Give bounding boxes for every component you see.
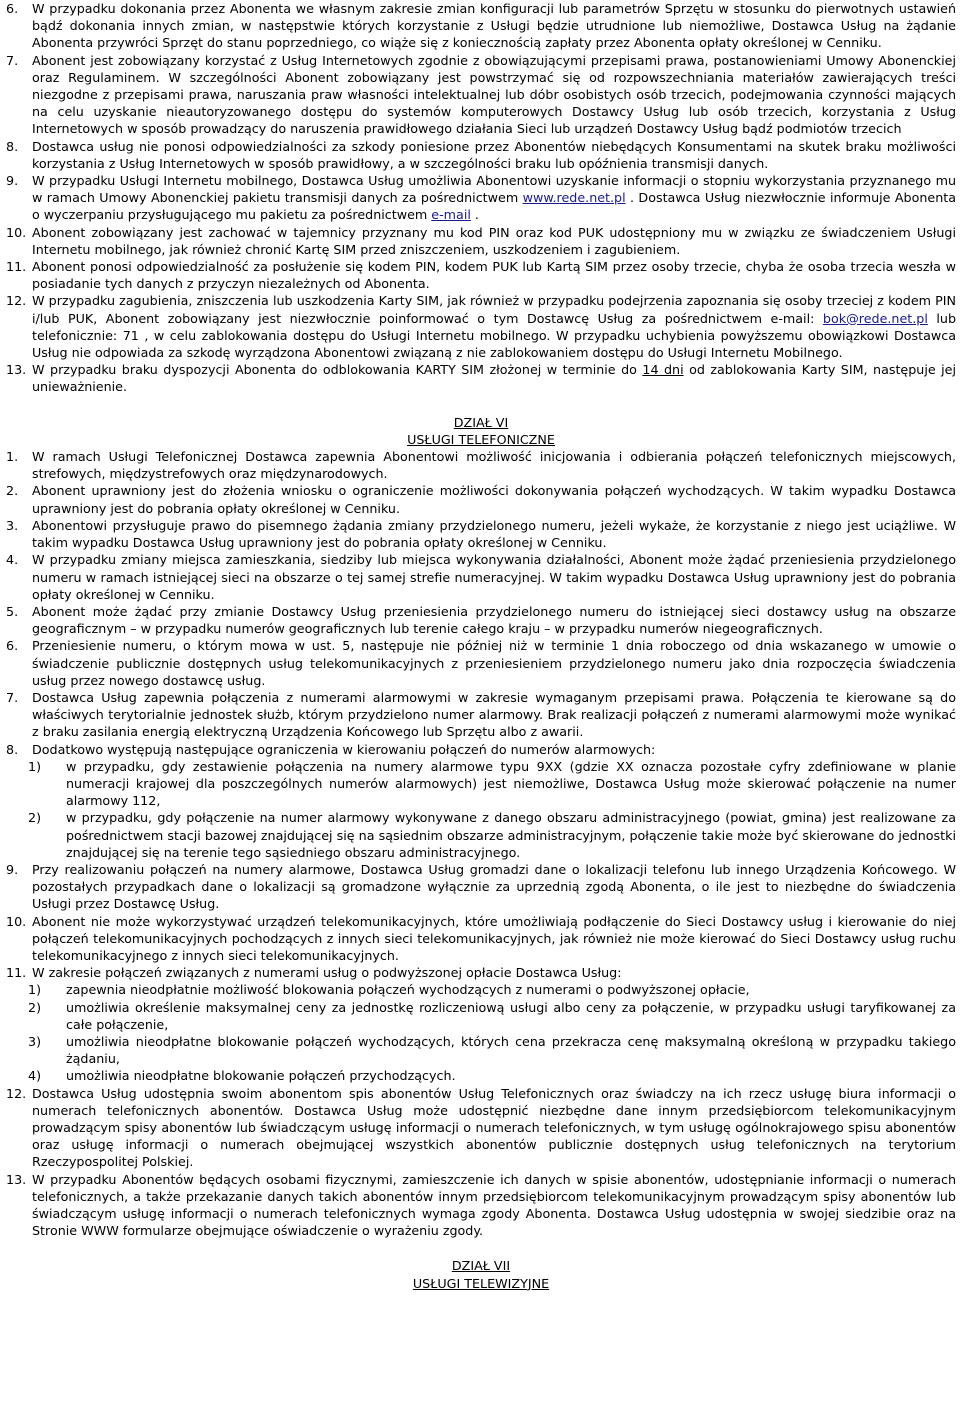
email-link[interactable]: e-mail xyxy=(431,207,471,223)
deadline-text: 14 dni xyxy=(642,362,684,378)
list-item: 10. Abonent zobowiązany jest zachować w tajemnicy przyznany mu kod PIN oraz kod PUK udostępniony mu w związku ze świadczeniem Usługi Internetu mobilnego, jak również chronić Kartę SIM przed zniszczeniem, uszkodzeniem i zagubieniem. xyxy=(6,224,956,257)
section-subtitle: USŁUGI TELEWIZYJNE xyxy=(412,1275,550,1291)
section-subtitle: USŁUGI TELEFONICZNE xyxy=(407,431,555,447)
list-item: 9. W przypadku Usługi Internetu mobilnego, Dostawca Usług umożliwia Abonentowi uzyskanie informacji o stopniu wykorzystania przyznanego mu w ramach Umowy Abonenckiej pakietu transmisji danych za pośrednictwem www.rede.net.pl . Dostawca Usług niezwłocznie informuje Abonenta o wyczerpaniu przysługującego mu pakietu za pośrednictwem e-mail . xyxy=(6,173,956,223)
list-item: 2. Abonent uprawniony jest do złożenia wniosku o ograniczenie możliwości dokonywania połączeń wychodzących. W takim wypadku Dostawca uprawniony jest do pobrania opłaty określonej w Cenniku. xyxy=(6,483,956,516)
list-item: 11. Abonent ponosi odpowiedzialność za posłużenie się kodem PIN, kodem PUK lub Kartą SIM przez osoby trzecie, chyba że osoba trzecia weszła w posiadanie tych danych z przyczyn niezależnych od Abonenta. xyxy=(6,259,956,292)
sub-list-item: 4) umożliwia nieodpłatne blokowanie połączeń przychodzących. xyxy=(28,1068,456,1084)
list-item: 6. W przypadku dokonania przez Abonenta we własnym zakresie zmian konfiguracji lub parametrów Sprzętu w stosunku do pierwotnych ustawień bądź dokonania innych zmian, w następstwie których korzystanie z Usługi będzie utrudnione lub niemożliwe, Dostawca Usług na żądanie Abonenta przywróci Sprzęt do stanu poprzedniego, co wiąże się z koniecznością zapłaty przez Abonenta opłaty określonej w Cenniku. xyxy=(6,1,956,51)
list-item: 3. Abonentowi przysługuje prawo do pisemnego żądania zmiany przydzielonego numeru, jeżeli wykaże, że korzystanie z niego jest uciążliwe. W takim wypadku Dostawca Usług uprawniony jest do pobrania opłaty określonej w Cenniku. xyxy=(6,517,956,551)
list-item: 7. Dostawca Usług zapewnia połączenia z numerami alarmowymi w zakresie wymaganym przepisami prawa. Połączenia te kierowane są do właściwych terytorialnie jednostek służb, którym przydzielono numer alarmowy. Brak realizacji połączeń z numerami alarmowymi może wynikać z braku zasilania energią elektryczną Urządzenia Końcowego lub Sprzętu albo z awarii. xyxy=(6,689,956,740)
list-item: 4. W przypadku zmiany miejsca zamieszkania, siedziby lub miejsca wykonywania działalności, Abonent może żądać przeniesienia przydzielonego numeru w ramach istniejącej sieci na obszarze o tej samej strefie numeracyjnej. W takim wypadku Dostawca Usług uprawniony jest do pobrania opłaty określonej w Cenniku. xyxy=(6,552,956,602)
sub-list-item: 1) zapewnia nieodpłatnie możliwość blokowania połączeń wychodzących z numerami o podwyższonej opłacie, xyxy=(28,982,750,998)
list-item: 9. Przy realizowaniu połączeń na numery alarmowe, Dostawca Usług gromadzi dane o lokalizacji telefonu lub innego Urządzenia Końcowego. W pozostałych przypadkach dane o lokalizacji są gromadzone wyłącznie za uprzednią zgodą Abonenta, o ile jest to niezbędne do świadczenia Usługi przez Dostawcę Usług. xyxy=(6,861,956,912)
list-item: 5. Abonent może żądać przy zmianie Dostawcy Usług przeniesienia przydzielonego numeru do istniejącej sieci dostawcy usług na obszarze geograficznym – w przypadku numerów geograficznych lub terenie całego kraju – w przypadku numerów niegeograficznych. xyxy=(6,603,956,637)
section-title: DZIAŁ VI xyxy=(453,414,509,430)
sub-list-item: 2) w przypadku, gdy połączenie na numer alarmowy wykonywane z danego obszaru administracyjnego (powiat, gmina) jest realizowane za pośrednictwem stacji bazowej znajdującej się na sąsiednim obszarze administracyjnym, połączenie takie może być skierowane do jednostki znajdującej się na terenie tego sąsiedniego obszaru administracyjnego. xyxy=(28,810,956,860)
list-item: 7. Abonent jest zobowiązany korzystać z Usług Internetowych zgodnie z obowiązującymi przepisami prawa, postanowieniami Umowy Abonenckiej oraz Regulaminem. W szczególności Abonent zobowiązany jest powstrzymać się od rozpowszechniania materiałów zawierających treści niezgodne z przepisami prawa, naruszania praw własności intelektualnej lub dóbr osobistych osób trzecich, podejmowania czynności mających na celu uzyskanie nieautoryzowanego dostępu do systemów komputerowych Dostawcy Usług lub osób trzecich, korzystania z Usług Internetowych w sposób prowadzący do naruszenia prawidłowego działania Sieci lub urządzeń Dostawcy Usług bądź podmiotów trzecich xyxy=(6,52,956,137)
list-item: 13. W przypadku braku dyspozycji Abonenta do odblokowania KARTY SIM złożonej w terminie do 14 dni od zablokowania Karty SIM, następuje jej unieważnienie. xyxy=(6,362,956,395)
sub-list-item: 1) w przypadku, gdy zestawienie połączenia na numery alarmowe typu 9XX (gdzie XX oznacza pozostałe cyfry zdefiniowane w planie numeracji krajowej dla poszczególnych numerów alarmowych) jest niemożliwe, Dostawca Usług może skierować połączenie na numer alarmowy 112, xyxy=(28,758,956,809)
list-item: 8. Dodatkowo występują następujące ograniczenia w kierowaniu połączeń do numerów alarmowych: xyxy=(6,741,656,757)
list-item: 8. Dostawca usług nie ponosi odpowiedzialności za szkody poniesione przez Abonentów niebędących Konsumentami na skutek braku możliwości korzystania z Usług Internetowych w sposób prawidłowy, a w szczególności braku lub opóźnienia transmisji danych. xyxy=(6,138,956,171)
sub-list-item: 3) umożliwia nieodpłatne blokowanie połączeń wychodzących, których cena przekracza cenę maksymalną określoną w przypadku takiego żądaniu, xyxy=(28,1033,956,1067)
website-link[interactable]: www.rede.net.pl xyxy=(522,190,626,206)
list-item: 1. W ramach Usługi Telefonicznej Dostawca zapewnia Abonentowi możliwość inicjowania i odbierania połączeń telefonicznych miejscowych, strefowych, międzystrefowych oraz międzynarodowych. xyxy=(6,449,956,482)
list-item: 6. Przeniesienie numeru, o którym mowa w ust. 5, następuje nie później niż w terminie 1 dnia roboczego od dnia wskazanego w umowie o świadczenie publicznie dostępnych usług telekomunikacyjnych z przeniesieniem przydzielonego numeru jako dnia rozpoczęcia świadczenia usług przez nowego dostawcę usług. xyxy=(6,638,956,688)
list-item: 11. W zakresie połączeń związanych z numerami usług o podwyższonej opłacie Dostawca Usług: xyxy=(6,965,622,981)
list-item: 12. Dostawca Usług udostępnia swoim abonentom spis abonentów Usług Telefonicznych oraz świadczy na ich rzecz usługę biura informacji o numerach telefonicznych abonentów. Dostawca Usług może udostępnić niezbędne dane innym przedsiębiorcom telekomunikacyjnym prowadzącym spisy abonentów lub świadczącym usługę informacji o numerach telefonicznych, w tym usługę ogólnokrajowego spisu abonentów oraz usługę informacji o numerach obejmującej wszystkich abonentów publicznie dostępnych usług telefonicznych na terytorium Rzeczypospolitej Polskiej. xyxy=(6,1085,956,1170)
section-title: DZIAŁ VII xyxy=(451,1258,511,1274)
list-item: 13. W przypadku Abonentów będących osobami fizycznymi, zamieszczenie ich danych w spisie abonentów, udostępnianie informacji o numerach telefonicznych, a także przekazanie danych takich abonentów innym przedsiębiorcom telekomunikacyjnym prowadzącym spisy abonentów lub świadczącym usługę informacji o numerach telefonicznych wymaga zgody Abonenta. Dostawca Usług udostępnia w swojej siedzibie oraz na Stronie WWW formularze obejmujące oświadczenie o wyrażeniu zgody. xyxy=(6,1171,956,1239)
list-item: 12. W przypadku zagubienia, zniszczenia lub uszkodzenia Karty SIM, jak również w przypadku podejrzenia zapoznania się osoby trzeciej z kodem PIN i/lub PUK, Abonent zobowiązany jest niezwłocznie poinformować o tym Dostawcę Usług za pośrednictwem e-mail: bok@rede.net.pl lub telefonicznie: 71 , w celu zablokowania dostępu do Usługi Internetu mobilnego. W przypadku uchybienia powyższemu obowiązkowi Dostawca Usług nie odpowiada za szkodę wyrządzona Abonentowi związaną z nie zablokowaniem dostępu do Usługi Internetu Mobilnego. xyxy=(6,293,957,361)
sub-list-item: 2) umożliwia określenie maksymalnej ceny za jednostkę rozliczeniową usługi albo ceny za połączenie, w przypadku usługi taryfikowanej za całe połączenie, xyxy=(28,999,956,1032)
list-item: 10. Abonent nie może wykorzystywać urządzeń telekomunikacyjnych, które umożliwiają podłączenie do Sieci Dostawcy usług i kierowanie do niej połączeń telekomunikacyjnych pochodzących z innych sieci telekomunikacyjnych, jak również nie może kierować do Sieci Dostawcy usług ruchu telekomunikacyjnego z innych sieci telekomunikacyjnych. xyxy=(6,913,956,963)
email-link[interactable]: bok@rede.net.pl xyxy=(822,310,928,326)
